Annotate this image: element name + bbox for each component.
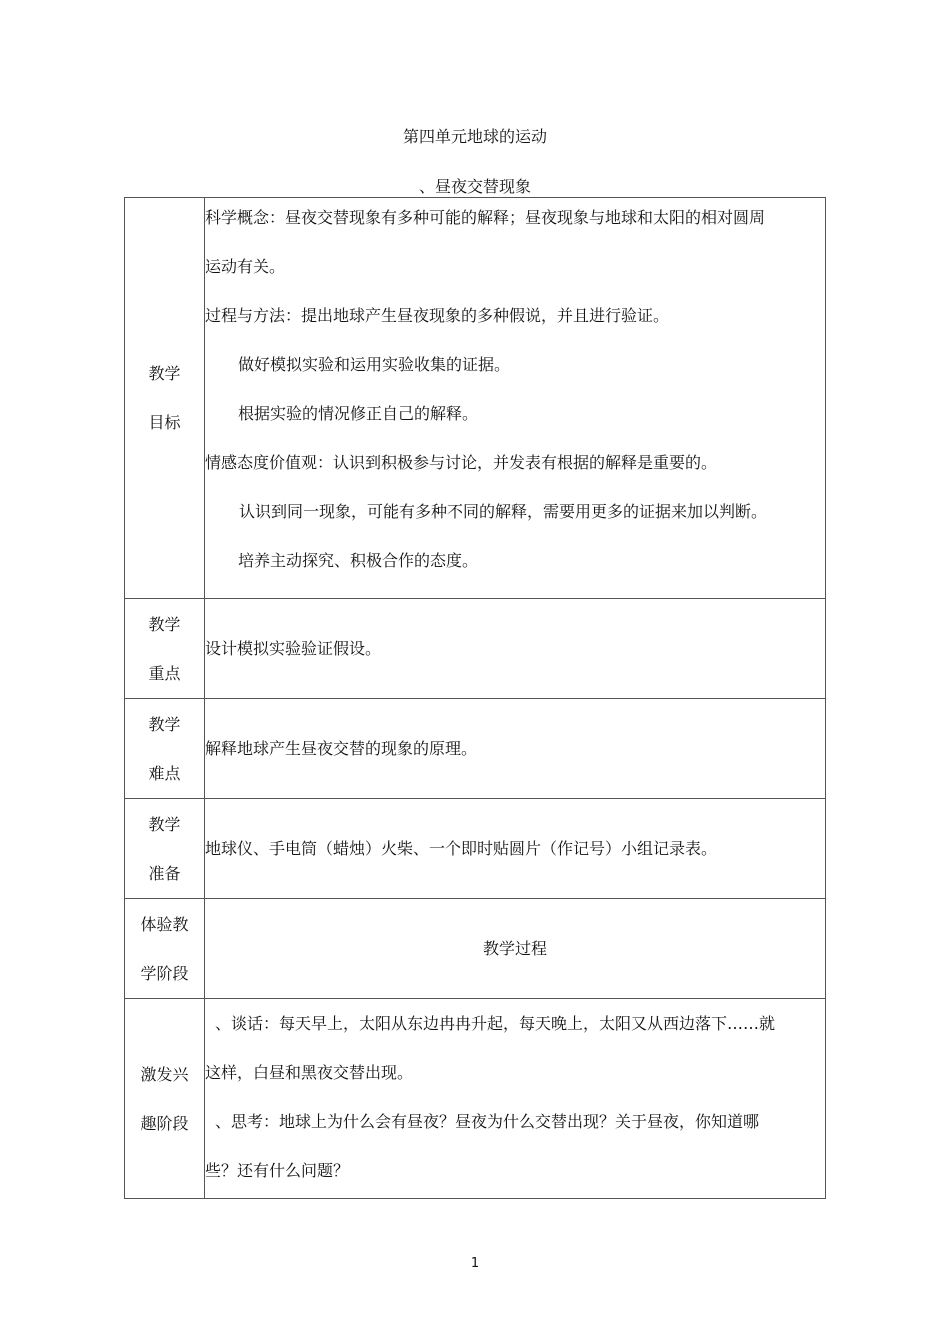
objective-line: 过程与方法：提出地球产生昼夜现象的多种假说，并且进行验证。: [205, 306, 670, 325]
key-points-row: [125, 599, 826, 699]
key-points-text: 设计模拟实验验证假设。: [205, 639, 382, 658]
teaching-process-heading: 教学过程: [482, 939, 547, 958]
key-points-content: [205, 599, 826, 699]
preparation-row: [125, 799, 826, 899]
preparation-label: [125, 799, 205, 899]
label-line: 难点: [148, 763, 181, 783]
label-line: 目标: [148, 413, 181, 432]
label-line: 趣阶段: [140, 1113, 189, 1133]
difficulties-row: [125, 699, 826, 799]
label-line: 教学: [148, 364, 181, 383]
lesson-title: 、昼夜交替现象: [418, 177, 531, 196]
objective-line: 培养主动探究、积极合作的态度。: [238, 551, 479, 570]
objectives-content: [205, 198, 826, 599]
stage-header-label: [125, 899, 205, 999]
stage-header-row: [125, 899, 826, 999]
difficulties-text: 解释地球产生昼夜交替的现象的原理。: [205, 739, 478, 758]
label-line: 教学: [148, 714, 181, 734]
interest-stage-row: [125, 999, 826, 1199]
label-line: 准备: [148, 863, 181, 883]
interest-line: 、思考：地球上为什么会有昼夜？昼夜为什么交替出现？关于昼夜，你知道哪: [215, 1112, 760, 1131]
difficulties-label: [125, 699, 205, 799]
label-line: 教学: [148, 814, 181, 834]
interest-line: 这样，白昼和黑夜交替出现。: [205, 1063, 414, 1082]
key-points-label: [125, 599, 205, 699]
unit-title: 第四单元地球的运动: [402, 127, 547, 146]
preparation-text: 地球仪、手电筒（蜡烛）火柴、一个即时贴圆片（作记号）小组记录表。: [205, 839, 718, 858]
difficulties-content: [205, 699, 826, 799]
label-line: 学阶段: [140, 963, 189, 983]
objectives-label: [125, 198, 205, 599]
objective-line: 情感态度价值观：认识到积极参与讨论，并发表有根据的解释是重要的。: [205, 453, 718, 472]
label-line: 激发兴: [140, 1064, 189, 1084]
objective-line: 做好模拟实验和运用实验收集的证据。: [238, 355, 511, 374]
objective-line: 运动有关。: [205, 257, 286, 276]
stage-header-content: [205, 899, 826, 999]
objective-line: 根据实验的情况修正自己的解释。: [238, 404, 479, 423]
objective-line: 科学概念：昼夜交替现象有多种可能的解释；昼夜现象与地球和太阳的相对圆周: [205, 208, 766, 227]
label-line: 体验教: [140, 914, 189, 934]
interest-line: 些？还有什么问题？: [205, 1161, 350, 1180]
interest-stage-label: [125, 999, 205, 1199]
lesson-plan-table: [124, 197, 826, 1199]
preparation-content: [205, 799, 826, 899]
page-number: 1: [470, 1256, 480, 1271]
label-line: 教学: [148, 614, 181, 634]
interest-stage-content: [205, 999, 826, 1199]
objectives-row: [125, 198, 826, 599]
objective-line: 认识到同一现象，可能有多种不同的解释，需要用更多的证据来加以判断。: [239, 502, 768, 521]
interest-line: 、谈话：每天早上，太阳从东边冉冉升起，每天晚上，太阳又从西边落下……就: [215, 1014, 776, 1033]
label-line: 重点: [148, 663, 181, 683]
